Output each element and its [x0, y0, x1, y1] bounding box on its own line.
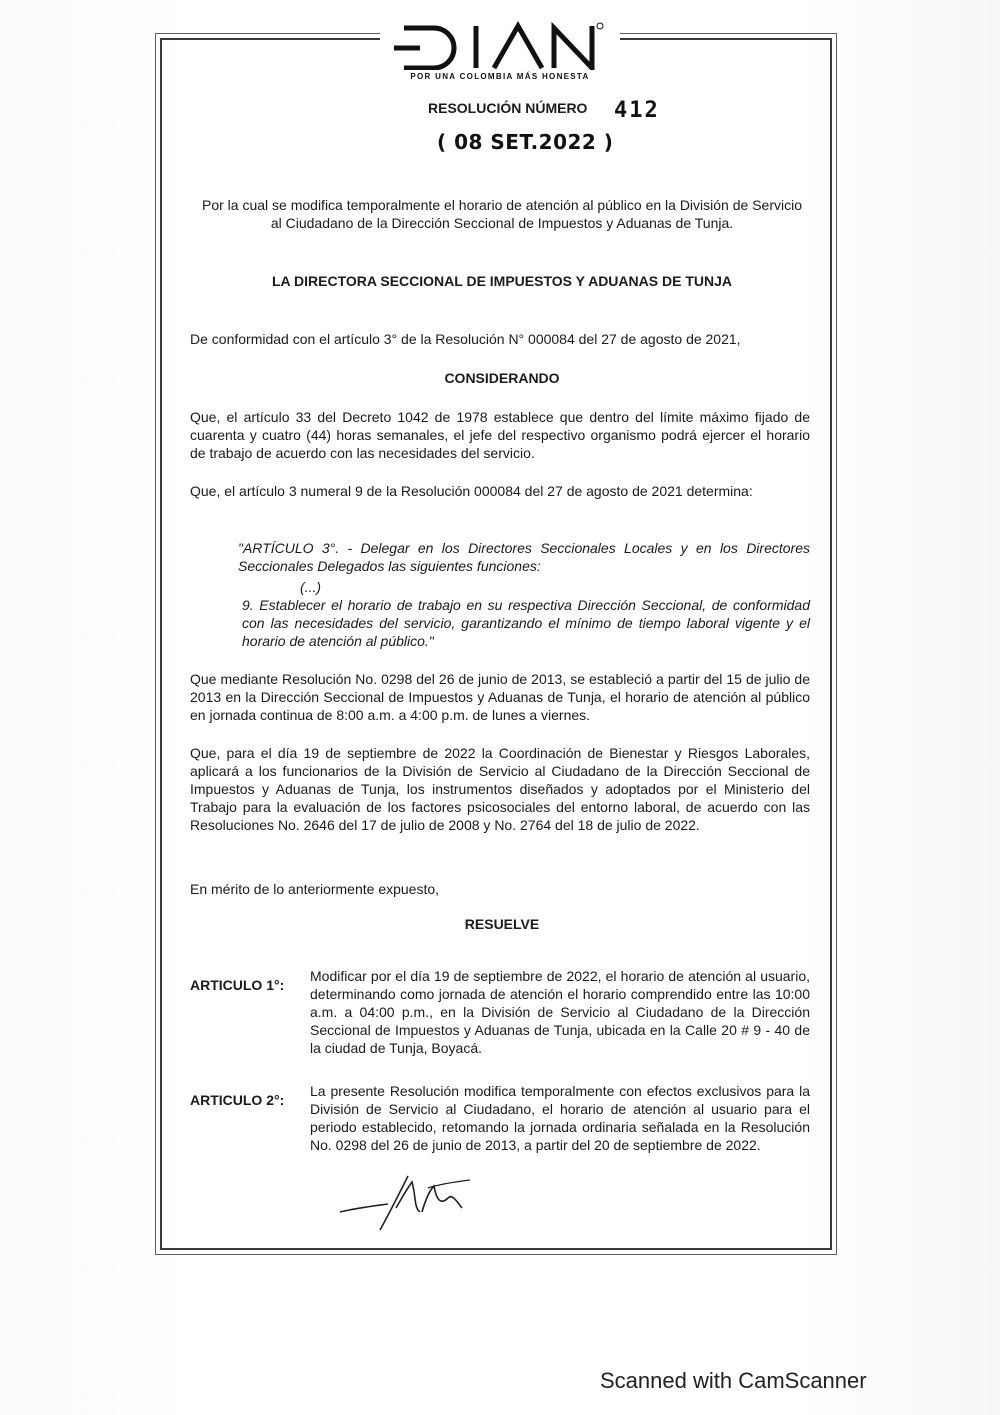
consideration-3: Que mediante Resolución No. 0298 del 26 de junio de 2013, se estableció a partir del 15 de julio de 2013 en la Dirección Seccional de Impuestos y Aduanas de Tunja, el horario de atención al público en jornada continua de 8:00 a.m. a 4:00 p.m. de lunes a viernes.	[190, 671, 810, 723]
article-1-text: Modificar por el día 19 de septiembre de 2022, el horario de atención al usuario, determinando como jornada de atención el horario comprendido entre las 10:00 a.m. a 04:00 p.m., en la División de Servicio al Ciudadano de la Dirección Seccional de Impuestos y Aduanas de Tunja, ubicada en la Calle 20 # 9 - 40 de la ciudad de Tunja, Boyacá.	[310, 968, 810, 1056]
authority-heading: LA DIRECTORA SECCIONAL DE IMPUESTOS Y ADUANAS DE TUNJA	[272, 273, 732, 289]
consideration-5: En mérito de lo anteriormente expuesto,	[190, 881, 440, 897]
quote-item: 9. Establecer el horario de trabajo en su respectiva Dirección Seccional, de conformidad con las necesidades del servicio, garantizando el mínimo de tiempo laboral vigente y el horario de atención al público."	[242, 597, 810, 649]
dian-logo-mark	[394, 20, 606, 70]
resolution-subject: Por la cual se modifica temporalmente el horario de atención al público en la División de Servicio al Ciudadano de la Dirección Seccional de Impuestos y Aduanas de Tunja.	[202, 197, 802, 231]
consideration-1: Que, el artículo 33 del Decreto 1042 de 1978 establece que dentro del límite máximo fijado de cuarenta y cuatro (44) horas semanales, el jefe del respectivo organismo podrá ejercer el horario de trabajo de acuerdo con las necesidades del servicio.	[190, 409, 810, 461]
resolution-label: RESOLUCIÓN NÚMERO	[428, 100, 588, 116]
consideration-2: Que, el artículo 3 numeral 9 de la Resolución 000084 del 27 de agosto de 2021 determina:	[190, 483, 753, 499]
quote-intro: "ARTÍCULO 3°. - Delegar en los Directores Seccionales Locales y en los Directores Seccionales Delegados las siguientes funciones:	[238, 540, 810, 574]
legal-basis: De conformidad con el artículo 3° de la Resolución N° 000084 del 27 de agosto de 2021,	[190, 331, 741, 347]
article-1-label: ARTICULO 1°:	[190, 977, 285, 993]
resolution-number: 412	[614, 98, 660, 123]
resuelve-heading: RESUELVE	[464, 916, 540, 932]
consideration-4: Que, para el día 19 de septiembre de 2022 la Coordinación de Bienestar y Riesgos Laborales, aplicará a los funcionarios de la División de Servicio al Ciudadano de la Dirección Seccional de Impuestos y Aduanas de Tunja, los instrumentos diseñados y adoptados por el Ministerio del Trabajo para la evaluación de los factores psicosociales del entorno laboral, de acuerdo con las Resoluciones No. 2646 del 17 de julio de 2008 y No. 2764 del 18 de julio de 2022.	[190, 745, 810, 833]
date-stamp: ( 08 SET.2022 )	[437, 130, 614, 154]
considerando-heading: CONSIDERANDO	[444, 370, 560, 386]
quote-ellipsis: (...)	[300, 579, 321, 595]
handwritten-signature	[336, 1168, 476, 1238]
article-2-text: La presente Resolución modifica temporalmente con efectos exclusivos para la División de Servicio al Ciudadano, el horario de atención al usuario para el periodo establecido, retomando la jornada ordinaria señalada en la Resolución No. 0298 del 26 de junio de 2013, a partir del 20 de septiembre de 2022.	[310, 1083, 810, 1153]
camscanner-watermark: Scanned with CamScanner	[600, 1368, 867, 1393]
article-2-label: ARTICULO 2°:	[190, 1092, 285, 1108]
logo-slogan: POR UNA COLOMBIA MÁS HONESTA	[410, 72, 590, 81]
dian-logo	[380, 14, 620, 84]
